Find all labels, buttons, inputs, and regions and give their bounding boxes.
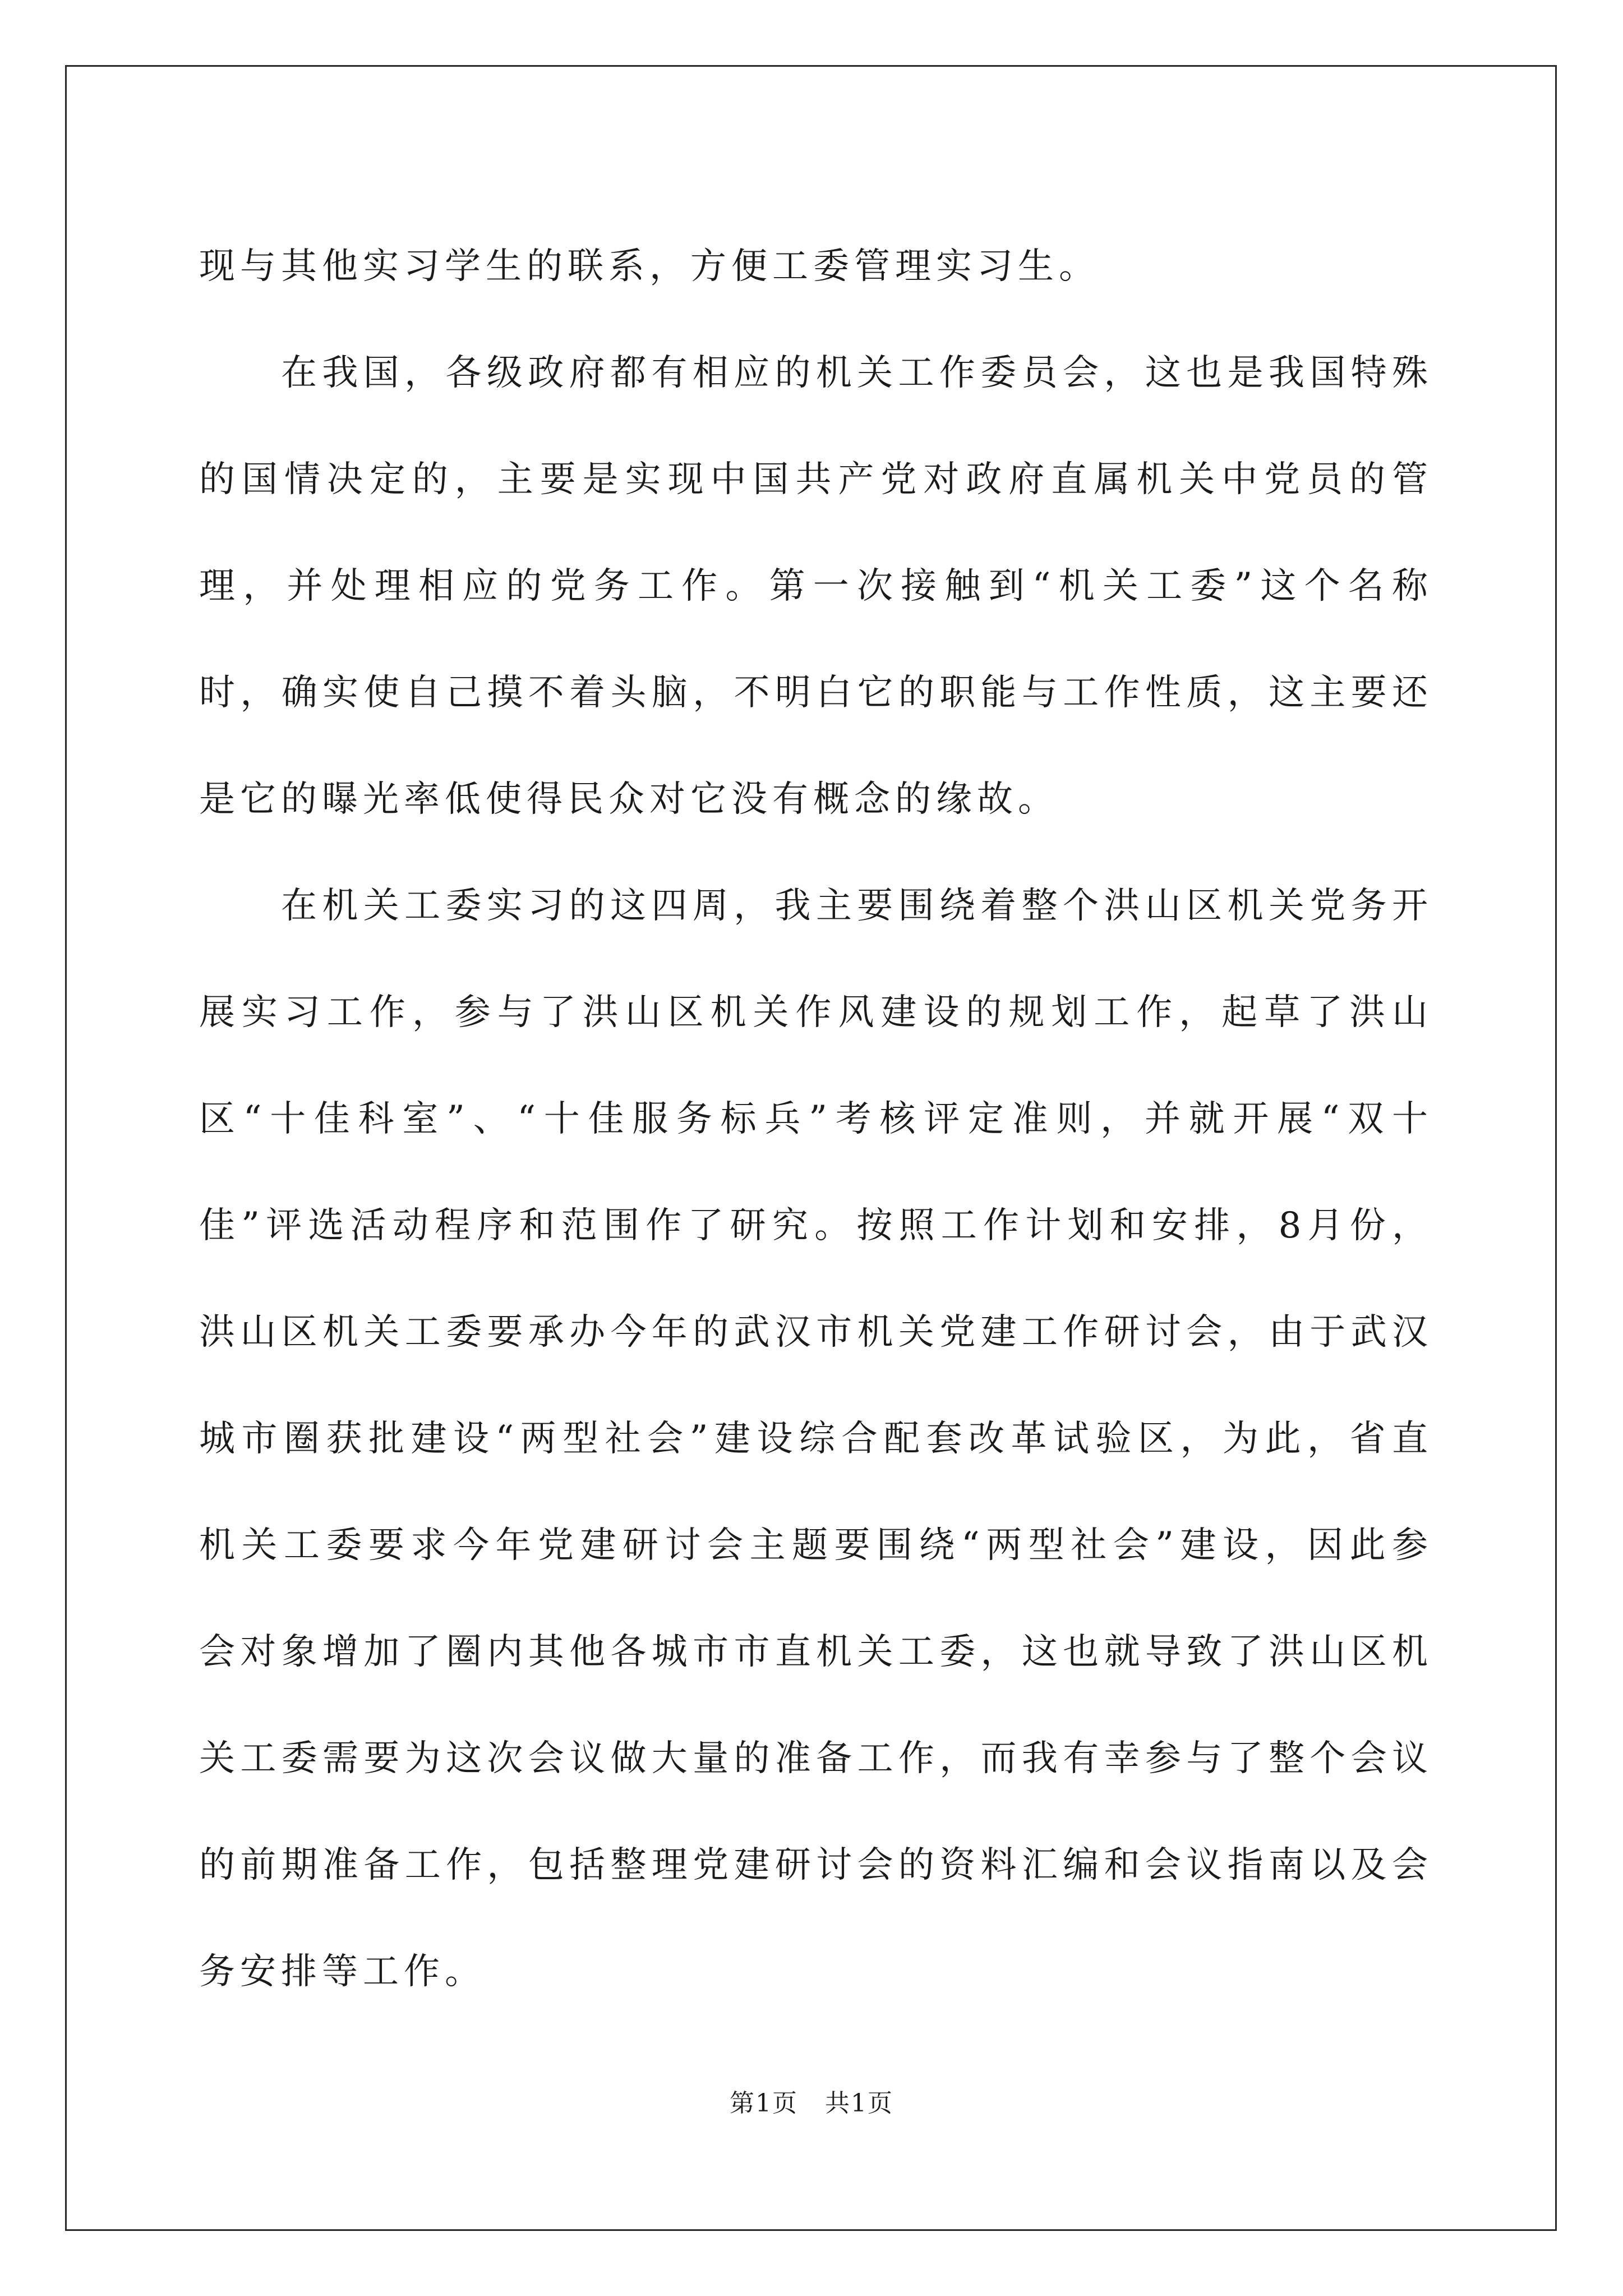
paragraph-continuation: 现与其他实习学生的联系，方便工委管理实习生。 [199,246,1100,287]
paragraph-internship-work: 在机关工委实习的这四周，我主要围绕着整个洪山区机关党务开展实习工作，参与了洪山区机关作风建设的规划工作，起草了洪山区“十佳科室”、“十佳服务标兵”考核评定准则，并就开展“双十佳”评选活动程序和范围作了研究。按照工作计划和安排，8月份，洪山区机关工委要承办今年的武汉市机关党建工作研讨会，由于武汉城市圈获批建设“两型社会”建设综合配套改革试验区，为此，省直机关工委要求今年党建研讨会主题要围绕“两型社会”建设，因此参会对象增加了圈内其他各城市市直机关工委，这也就导致了洪山区机关工委需要为这次会议做大量的准备工作，而我有幸参与了整个会议的前期准备工作，包括整理党建研讨会的资料汇编和会议指南以及会务安排等工作。 [199,885,1433,1993]
paragraph-government-committee: 在我国，各级政府都有相应的机关工作委员会，这也是我国特殊的国情决定的，主要是实现中国共产党对政府直属机关中党员的管理，并处理相应的党务工作。第一次接触到“机关工委”这个名称时，确实使自己摸不着头脑，不明白它的职能与工作性质，这主要还是它的曝光率低使得民众对它没有概念的缘故。 [199,352,1433,820]
page-number: 第1页 [730,2089,799,2118]
page-footer [0,2087,1623,2120]
document-body [199,213,1433,2025]
page-total: 共1页 [824,2089,893,2118]
